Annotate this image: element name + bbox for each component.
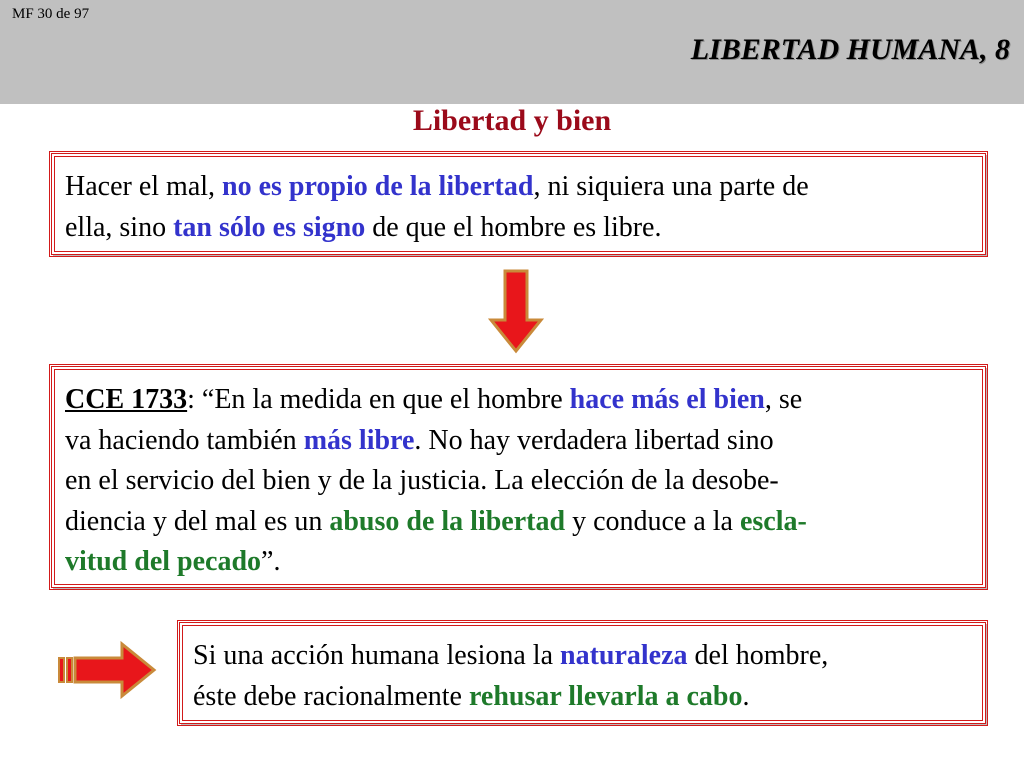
text-run: del hombre, — [687, 640, 829, 671]
down-arrow-icon — [488, 268, 544, 354]
right-arrow-icon — [56, 640, 158, 700]
emphasis-text: tan sólo es signo — [173, 211, 366, 243]
statement-line-1 — [65, 167, 982, 208]
slide-title: LIBERTAD HUMANA, 8 — [690, 33, 1010, 66]
statement-line-2 — [65, 208, 982, 249]
section-subtitle: Libertad y bien — [412, 104, 612, 137]
text-run: éste debe racionalmente — [193, 680, 469, 712]
statement-box — [51, 153, 986, 255]
conclusion-line-2 — [193, 677, 982, 718]
quote-line-4 — [65, 502, 982, 543]
page-counter: MF 30 de 97 — [12, 6, 90, 22]
text-run: ella, sino — [65, 211, 174, 243]
emphasis-text: vitud del pecado — [65, 546, 262, 577]
emphasis-text: rehusar llevarla a cabo — [468, 680, 743, 712]
text-run: , se — [764, 384, 803, 415]
emphasis-text: más libre — [303, 424, 415, 456]
text-run: de que el hombre es libre. — [365, 211, 662, 243]
slide-header — [0, 0, 1024, 104]
conclusion-box — [179, 622, 986, 724]
emphasis-text: abuso de la libertad — [329, 505, 566, 537]
text-run: . — [742, 680, 750, 712]
quote-line-2 — [65, 421, 982, 462]
text-run: y conduce a la — [565, 505, 740, 537]
quote-line-3: en el servicio del bien y de la justicia. La elección de la desobe- — [65, 465, 779, 496]
text-run: . No hay verdadera libertad sino — [414, 424, 774, 456]
text-run: : “En la medida en que el hombre — [187, 384, 570, 415]
emphasis-text: hace más el bien — [569, 384, 765, 415]
text-run: Hacer el mal, — [65, 171, 223, 202]
quote-line-1 — [65, 380, 982, 421]
emphasis-text: escla- — [739, 505, 807, 537]
emphasis-text: no es propio de la libertad — [222, 171, 534, 202]
text-run: va haciendo también — [65, 424, 304, 456]
catechism-quote-box — [51, 366, 986, 588]
text-run: Si una acción humana lesiona la — [193, 640, 560, 671]
text-run: ”. — [261, 546, 281, 577]
catechism-reference: CCE 1733 — [65, 384, 188, 415]
quote-line-5 — [65, 542, 982, 583]
emphasis-text: naturaleza — [560, 640, 688, 671]
text-run: diencia y del mal es un — [65, 505, 330, 537]
text-run: , ni siquiera una parte de — [533, 171, 809, 202]
conclusion-line-1 — [193, 636, 982, 677]
